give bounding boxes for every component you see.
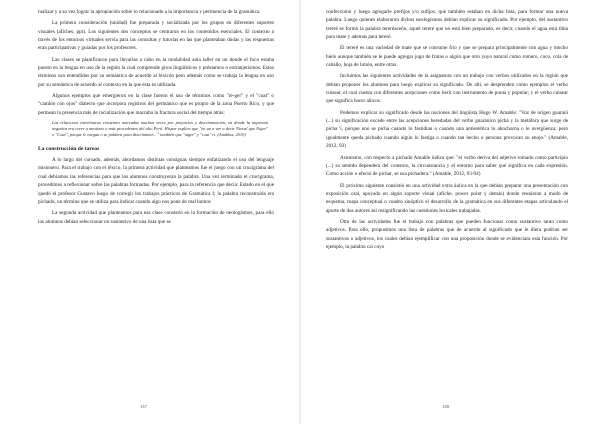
- block-quote: Las relaciones interétnicas existentes marcadas muchas veces por prejuicios y discriminación, en donde la impronta negativa era creer a mestizos o más procedentes del alto Perú. Hispor explica que "en un a ver a decir Nieval que Niger" o "Coat", porque le niegan o se palabra para discriminar... " también que "niger" y "coat" ri. (Anablaz, 2010): [52, 120, 268, 138]
- paragraph: Las clases se planificaron para llevarlas a cabo en la modalidad aula taller en un donde el foco estaba puesto en la lengua en uso de la región la cual comprende giros lingüísticos y préstamos o extranjerismos. Estos términos son entendidos por su semántica de acuerdo al léxicón pero además como se trabaja la lengua en uso por su semántica de acuerdo al contexto en la que ésta es utilizada.: [38, 56, 274, 88]
- paragraph: A lo largo del cursado, además, abordamos distintas consignas siempre enfatizando el uso del lenguaje misionero. Para el trabajo con el léxico, la primera actividad que planteamos fue el juego con un crucigrama del cual debíamos las referencias para que los alumnos construyeran la palabra. Una vez terminado el crucigrama, procedimos a reflexionar sobre las palabras formadas. Por ejemplo, para la referencia que decía: Estado en el que quedó el profesor Gustavo luego de corregir los trabajos prácticos de Gramática I; la palabra reconstruida era pichado, un término que se utiliza para indicar cuando algo nos pone de mal humor.: [38, 157, 274, 205]
- right-text-column: [326, 8, 568, 251]
- paragraph: La segunda actividad que planteamos para esa clase consistió en la formación de neologismos, para ello los alumnos debían seleccionar un sustantivo de una lista que se: [38, 210, 274, 225]
- paragraph: Incluimos las siguientes actividades de la asignatura con un trabajo con verbos utilizados en la región que debían proponer los alumnos para luego explicar su significado. De allí, se desprenden como ejemplos el verbo cuisear, el cual cuenta con diferentes acepciones como herir con instrumento de punta y popular; y el verbo cuisear que significa hacer añicos.: [326, 73, 568, 105]
- section-heading: La construcción de tareas: [38, 146, 100, 153]
- paragraph: tualizar y a su vez lograr la apropiación sobre lo relacionado a la importancia y pertinencia de la gramática.: [38, 9, 261, 15]
- paragraph: Otra de las actividades fue el trabajo con palabras que pueden funcionar como sustantivo tanto como adjetivos. Para ello, propusimos una lista de palabras que de acuerdo al significado que le diera podrían ser sustantivos o adjetivos, los cuales debían ejemplificar con una proposición donde se evidenciara esta función. Por ejemplo, la palabra cai cuyo: [326, 218, 568, 250]
- paragraph: La primera consideración (unidad) fue preparada y socializada por los grupos en diferentes soportes visuales (afiches, ppt). Los siguientes dos conceptos se centraron en los contenidos esenciales. El contexto a través de los entornos virtuales servía para las consultas y tutorías en las que planteaban dudas y las respuestas eran participativas y guiadas por los profesores.: [38, 20, 274, 52]
- paragraph: Asimismo, con respecto a pichado Amable indica que: "el verbo deriva del adjetivo tomado como participio (...) su sentido dependerá del contexto, la circunstancia y el entorno para saber qué significa en cada expresión. Como acción o efecto de pichar, se usa pichadera." (Amable, 2012, 93-94): [326, 154, 568, 178]
- paragraph: Algunos ejemplos que emergieron en la clase fueron el uso de términos como "re-ger" y el "coat" o "cambio con ojos" dialecto que incorpora registros del germánico que es propio de la zona Puerto Rico, y que permean la presencia más de racialización que marcaba la fractura social del tiempo atrás:: [38, 93, 274, 116]
- paragraph: El próximo siguiente consistió en una actividad extra áulica en la que debían preparar una presentación con exposición oral, apoyado en algún soporte visual (afiche, power point y demás) donde reunieran a modo de esquema, mapa conceptual o cuadro sinóptico el desarrollo de la gramática en sus diferentes etapas articulando el aporte de dos autores así resignificando las cuestiones lexicales trabajadas.: [326, 182, 568, 214]
- left-text-column: [38, 8, 274, 226]
- paragraph: El tereré es una variedad de mate que se consume frío y que se prepara principalmente con agua y mucho hielo aunque también se le puede agregar jugo de frutas o algún que otro yuyo natural como romero, coco, cola de caballo, hoja de limón, entre otras.: [326, 45, 568, 69]
- paragraph: confeccionó y luego agregarle prefijos y/o sufijos, que también estaban en dicha lista, para formar una nueva palabra. Luego quienes elaboraron dichos neologismos debían explicar su significado. Por ejemplo, del sustantivo tereré se formó la palabra tereréaceño, aquel tereré que no está bien preparado, es decir, cuando el agua está tibia para mate y además para tereré.: [326, 9, 568, 41]
- right-page: [300, 0, 600, 424]
- paragraph: Podemos explicar su significado desde las nociones del lingüista Hugo W. Amable: "Voz de origen guaraní (...) su significación excede entre las acepciones heredadas del verbo guaraníco pichá y la metáfora que surge de picha 'i, porque uno se picha cuando lo fastidian o cuando una antiestética lo abochorna o le avergüenza; pero igualmente queda pichado cuando algún lo fastiga o cuando tan hecho o persona provocan su enojo." (Amable, 2012, 93): [326, 109, 568, 150]
- page-number: 138: [442, 404, 449, 409]
- page-number: 137: [140, 404, 147, 409]
